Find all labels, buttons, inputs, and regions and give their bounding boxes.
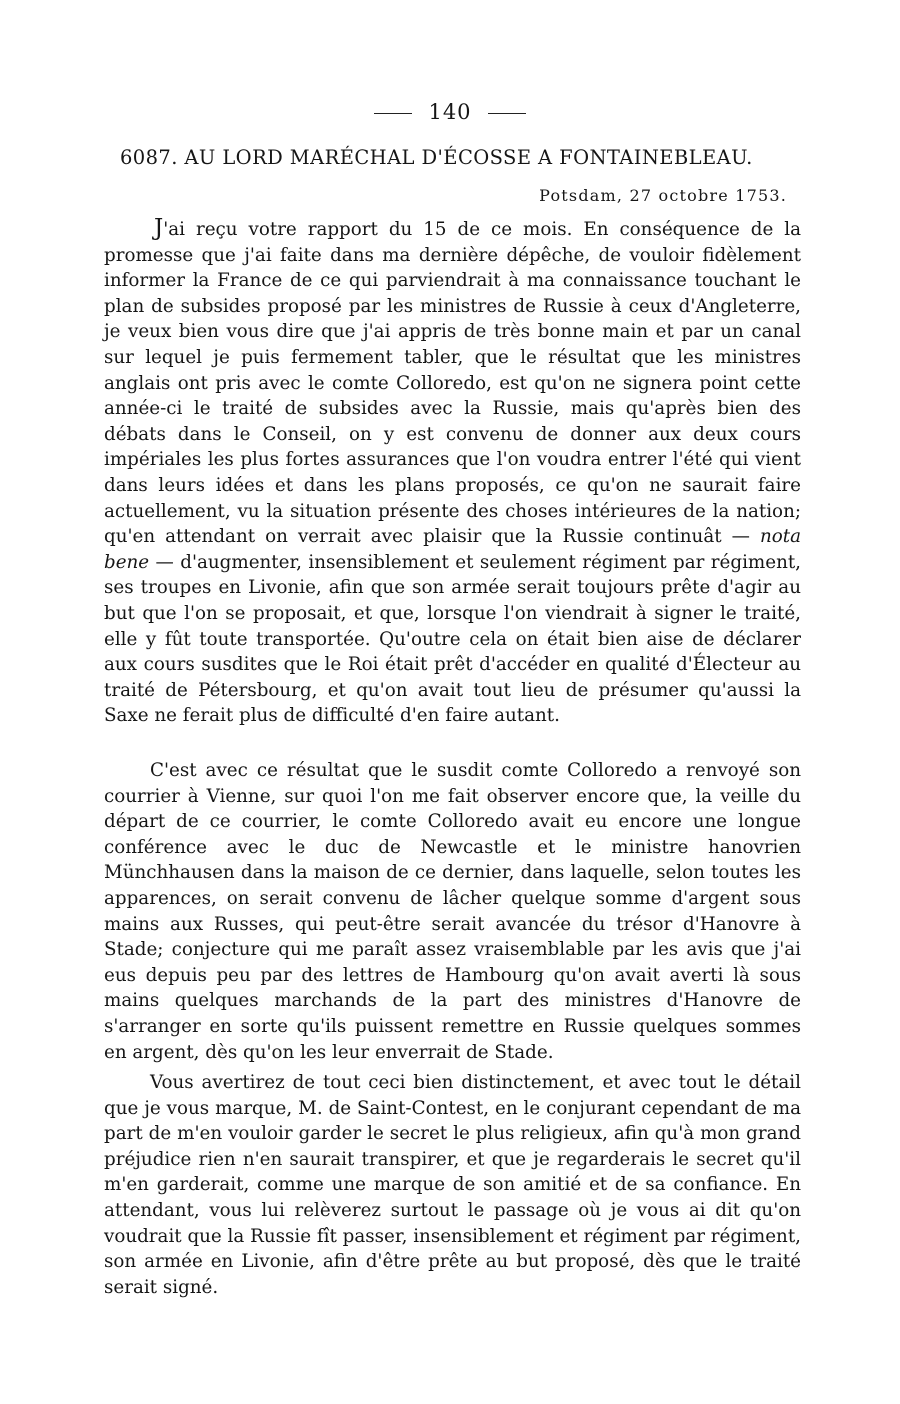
page-number-text: 140: [428, 100, 472, 124]
page-number: [0, 100, 900, 124]
paragraph-1: [104, 216, 801, 729]
paragraph-3: Vous avertirez de tout ceci bien distinctement, et avec tout le détail que je vous marque, M. de Saint-Contest, en le conjurant cependant de ma part de m'en vouloir garder le secret le plus religieux, afin qu'à mon grand préjudice rien n'en saurait transpirer, et que je regarderais le secret qu'il m'en garderait, comme une marque de son amitié et de sa confiance. En attendant, vous lui relèverez surtout le passage où je vous ai dit qu'on voudrait que la Russie fît passer, insensiblement et régiment par régiment, son armée en Livonie, afin d'être prête au but proposé, dès que le traité serait signé.: [104, 1072, 801, 1298]
page-number-left-rule: [374, 113, 412, 114]
letter-dateline: Potsdam, 27 octobre 1753.: [539, 186, 787, 205]
letter-heading: 6087. AU LORD MARÉCHAL D'ÉCOSSE A FONTAINEBLEAU.: [120, 146, 753, 169]
page-number-right-rule: [488, 113, 526, 114]
paragraph-2: C'est avec ce résultat que le susdit comte Colloredo a renvoyé son courrier à Vienne, sur quoi l'on me fait observer encore que, la veille du départ de ce courrier, le comte Colloredo avait eu encore une longue conférence avec le duc de Newcastle et le ministre hanovrien Münchhausen dans la maison de ce dernier, dans laquelle, selon toutes les apparences, on serait convenu de lâcher quelque somme d'argent sous mains aux Russes, qui peut-être serait avancée du trésor d'Hanovre à Stade; conjecture qui me paraît assez vraisemblable par les avis que j'ai eus depuis peu par des lettres de Hambourg qu'on avait averti là sous mains quelques marchands de la part des ministres d'Hanovre de s'arranger en sorte qu'ils puissent remettre en Russie quelques sommes en argent, dès qu'on les leur enverrait de Stade.: [104, 760, 801, 1063]
initial-letter: J: [154, 215, 164, 241]
paragraph-1-italic: nota bene: [104, 526, 801, 573]
paragraph-1-text-b: — d'augmenter, insensiblement et seulement régiment par régiment, ses troupes en Livonie, afin que son armée serait toujours prête d'agir au but que l'on se proposait, et que, lorsque l'on viendrait à signer le traité, elle y fût toute transportée. Qu'outre cela on était bien aise de déclarer aux cours susdites que le Roi était prêt d'accéder en qualité d'Électeur au traité de Pétersbourg, et qu'on avait tout lieu de présumer qu'aussi la Saxe ne ferait plus de difficulté d'en faire autant.: [104, 551, 801, 727]
paragraph-1-text-a: 'ai reçu votre rapport du 15 de ce mois. En conséquence de la promesse que j'ai faite dans ma dernière dépêche, de vouloir fidèlement informer la France de ce qui parviendrait à ma connaissance touchant le plan de subsides proposé par les ministres de Russie à ceux d'Angleterre, je veux bien vous dire que j'ai appris de très bonne main et par un canal sur lequel je puis fermement tabler, que le résultat que les ministres anglais ont pris avec le comte Colloredo, est qu'on ne signera point cette année-ci le traité de subsides avec la Russie, mais qu'après bien des débats dans le Conseil, on y est convenu de donner aux deux cours impériales les plus fortes assurances que l'on voudra entrer l'été qui vient dans leurs idées et dans les plans proposés, ce qu'on ne saurait faire actuellement, vu la situation présente des choses intérieures de la nation; qu'en attendant on verrait avec plaisir que la Russie continuât —: [104, 219, 801, 548]
